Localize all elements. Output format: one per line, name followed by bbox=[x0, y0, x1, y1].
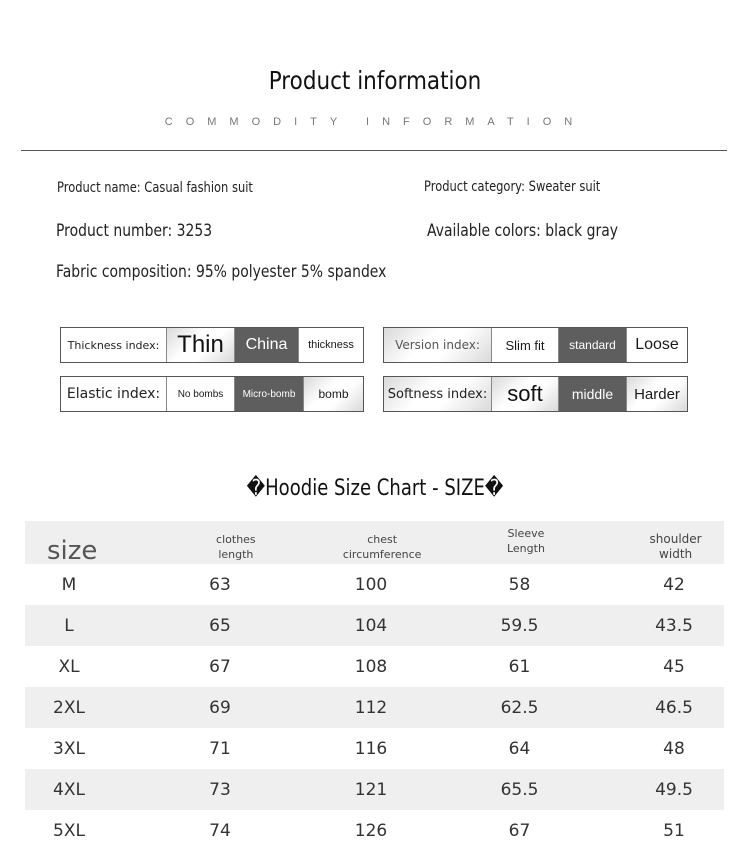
cell-chest-circumference: 126 bbox=[354, 820, 388, 841]
cell-size: XL bbox=[58, 656, 80, 677]
cell-shoulder-width: 43.5 bbox=[655, 615, 693, 636]
product-category: Product category: Sweater suit bbox=[424, 179, 601, 195]
cell-size: 3XL bbox=[53, 738, 85, 759]
size-chart-title: �Hoodie Size Chart - SIZE� bbox=[246, 476, 504, 501]
header-clothes-length-line1: clothes bbox=[216, 533, 256, 546]
softness-option-middle: middle bbox=[558, 377, 626, 411]
header-shoulder-line2: width bbox=[659, 547, 693, 561]
cell-clothes-length: 73 bbox=[209, 779, 231, 800]
header-clothes-length-line2: length bbox=[218, 548, 254, 561]
page-subtitle: COMMODITY INFORMATION bbox=[164, 116, 586, 128]
table-row bbox=[25, 810, 724, 851]
cell-chest-circumference: 121 bbox=[354, 779, 388, 800]
version-option-slim-fit: Slim fit bbox=[491, 328, 558, 362]
softness-option-harder: Harder bbox=[626, 377, 687, 411]
header-shoulder-line1: shoulder bbox=[649, 532, 702, 546]
cell-clothes-length: 67 bbox=[209, 656, 231, 677]
table-row bbox=[25, 769, 724, 810]
elastic-option-micro-bomb: Micro-bomb bbox=[234, 377, 303, 411]
thickness-option-china: China bbox=[234, 328, 298, 362]
header-chest-line1: chest bbox=[367, 533, 398, 546]
fabric-composition: Fabric composition: 95% polyester 5% spandex bbox=[56, 262, 387, 282]
elastic-option-no-bombs: No bombs bbox=[166, 377, 234, 411]
product-number: Product number: 3253 bbox=[56, 221, 213, 241]
softness-index-label: Softness index: bbox=[384, 377, 491, 411]
header-sleeve-length bbox=[425, 526, 627, 564]
cell-clothes-length: 65 bbox=[209, 615, 231, 636]
cell-sleeve-length: 62.5 bbox=[500, 697, 539, 718]
divider bbox=[21, 150, 727, 151]
version-option-loose: Loose bbox=[626, 328, 687, 362]
version-index-label: Version index: bbox=[384, 328, 491, 362]
cell-shoulder-width: 46.5 bbox=[655, 697, 693, 718]
thickness-option-thin: Thin bbox=[166, 328, 234, 362]
cell-size: M bbox=[61, 574, 77, 595]
cell-sleeve-length: 58 bbox=[508, 574, 531, 595]
cell-clothes-length: 63 bbox=[209, 574, 231, 595]
available-colors: Available colors: black gray bbox=[427, 221, 619, 241]
product-name: Product name: Casual fashion suit bbox=[57, 180, 253, 196]
softness-index bbox=[383, 376, 688, 412]
size-table bbox=[25, 521, 724, 851]
thickness-option-thickness: thickness bbox=[298, 328, 363, 362]
cell-shoulder-width: 48 bbox=[663, 738, 685, 759]
elastic-index bbox=[60, 376, 364, 412]
header-clothes-length bbox=[132, 532, 339, 564]
cell-clothes-length: 71 bbox=[209, 738, 231, 759]
header-chest-circumference bbox=[340, 532, 425, 564]
table-row bbox=[25, 646, 724, 687]
cell-chest-circumference: 112 bbox=[354, 697, 388, 718]
cell-shoulder-width: 49.5 bbox=[655, 779, 693, 800]
cell-sleeve-length: 61 bbox=[508, 656, 531, 677]
version-option-standard: standard bbox=[558, 328, 626, 362]
cell-size: 5XL bbox=[53, 820, 85, 841]
size-table-header bbox=[25, 521, 724, 564]
table-row bbox=[25, 564, 724, 605]
table-row bbox=[25, 605, 724, 646]
cell-chest-circumference: 108 bbox=[354, 656, 388, 677]
elastic-option-bomb: bomb bbox=[303, 377, 363, 411]
softness-option-soft: soft bbox=[491, 377, 558, 411]
cell-sleeve-length: 65.5 bbox=[500, 779, 539, 800]
header-shoulder-width bbox=[627, 532, 724, 564]
cell-sleeve-length: 67 bbox=[508, 820, 531, 841]
elastic-index-label: Elastic index: bbox=[66, 386, 161, 402]
cell-sleeve-length: 59.5 bbox=[500, 615, 539, 636]
page-title: Product information bbox=[268, 66, 482, 95]
thickness-index bbox=[60, 327, 364, 363]
cell-clothes-length: 69 bbox=[209, 697, 231, 718]
header-sleeve-line1: Sleeve bbox=[507, 527, 545, 540]
header-chest-line2: circumference bbox=[342, 548, 422, 561]
table-row bbox=[25, 687, 724, 728]
cell-shoulder-width: 42 bbox=[663, 574, 685, 595]
version-index bbox=[383, 327, 688, 363]
cell-chest-circumference: 116 bbox=[354, 738, 388, 759]
table-row bbox=[25, 728, 724, 769]
cell-clothes-length: 74 bbox=[209, 820, 231, 841]
thickness-index-label: Thickness index: bbox=[67, 338, 160, 352]
cell-chest-circumference: 100 bbox=[354, 574, 388, 595]
cell-sleeve-length: 64 bbox=[508, 738, 531, 759]
cell-size: 4XL bbox=[53, 779, 85, 800]
cell-size: 2XL bbox=[53, 697, 85, 718]
header-size: size bbox=[47, 536, 98, 566]
header-sleeve-line2: Length bbox=[506, 542, 545, 555]
cell-chest-circumference: 104 bbox=[354, 615, 388, 636]
cell-shoulder-width: 45 bbox=[663, 656, 685, 677]
cell-size: L bbox=[64, 615, 74, 636]
cell-shoulder-width: 51 bbox=[663, 820, 685, 841]
